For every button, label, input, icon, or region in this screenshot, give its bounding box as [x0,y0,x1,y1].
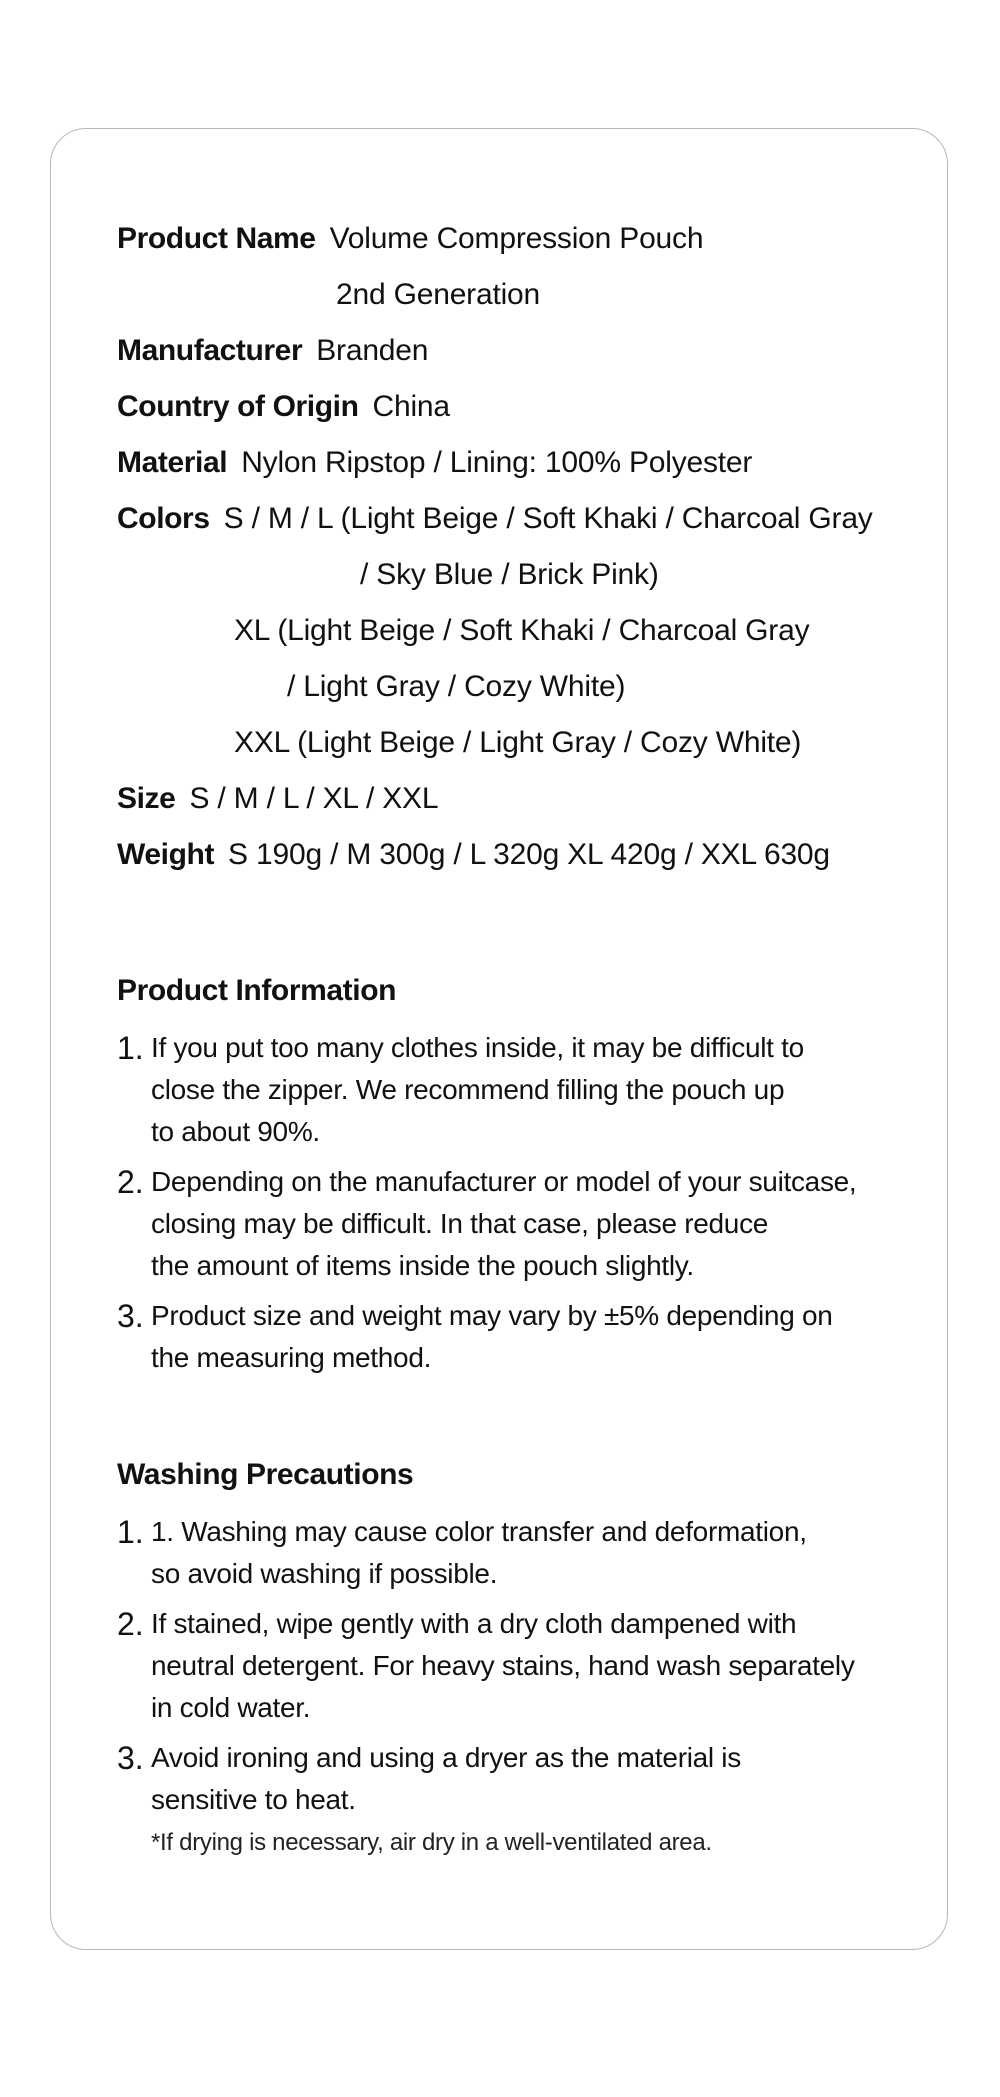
list-number: 3. [117,1298,144,1334]
spec-weight [117,835,830,875]
spec-label: Country of Origin [117,390,359,423]
spec-label: Product Name [117,222,316,255]
spec-product-name [117,219,703,259]
spec-colors [117,499,873,539]
spec-country-of-origin [117,387,450,427]
product-details-card [50,128,948,1950]
spec-value: S / M / L / XL / XXL [189,782,439,815]
spec-size [117,779,438,819]
spec-manufacturer [117,331,428,371]
spec-colors-line: / Sky Blue / Brick Pink) [360,558,659,591]
washing-precautions-title: Washing Precautions [117,1458,414,1491]
spec-colors-line: XL (Light Beige / Soft Khaki / Charcoal Gray [234,614,810,647]
spec-value: S 190g / M 300g / L 320g XL 420g / XXL 630g [228,838,830,871]
drying-note: *If drying is necessary, air dry in a well-ventilated area. [151,1829,712,1856]
list-text: Product size and weight may vary by ±5% depending on the measuring method. [151,1300,833,1373]
spec-product-name-cont: 2nd Generation [336,278,541,311]
spec-label: Material [117,446,228,479]
spec-label: Size [117,782,176,815]
spec-value: S / M / L (Light Beige / Soft Khaki / Charcoal Gray [223,502,873,535]
spec-material [117,443,752,483]
list-text: If you put too many clothes inside, it may be difficult to close the zipper. We recommend filling the pouch up to about 90%. [151,1032,804,1147]
list-number: 1. [117,1514,144,1550]
list-text: Avoid ironing and using a dryer as the material is sensitive to heat. [151,1742,741,1815]
list-text: Depending on the manufacturer or model of your suitcase, closing may be difficult. In that case, please reduce the amount of items inside the pouch slightly. [151,1166,857,1281]
spec-label: Weight [117,838,215,871]
spec-value: China [372,390,450,423]
list-text: If stained, wipe gently with a dry cloth dampened with neutral detergent. For heavy stains, hand wash separately in cold water. [151,1608,855,1723]
list-text: 1. Washing may cause color transfer and deformation, so avoid washing if possible. [151,1516,807,1589]
list-number: 3. [117,1740,144,1776]
spec-value: Nylon Ripstop / Lining: 100% Polyester [241,446,753,479]
product-information-title: Product Information [117,974,397,1007]
spec-colors-line: / Light Gray / Cozy White) [287,670,626,703]
spec-colors-line: XXL (Light Beige / Light Gray / Cozy White) [234,726,802,759]
spec-value: Branden [316,334,429,367]
spec-label: Manufacturer [117,334,303,367]
list-number: 2. [117,1164,144,1200]
spec-label: Colors [117,502,210,535]
list-number: 2. [117,1606,144,1642]
list-number: 1. [117,1030,144,1066]
spec-value: Volume Compression Pouch [329,222,704,255]
